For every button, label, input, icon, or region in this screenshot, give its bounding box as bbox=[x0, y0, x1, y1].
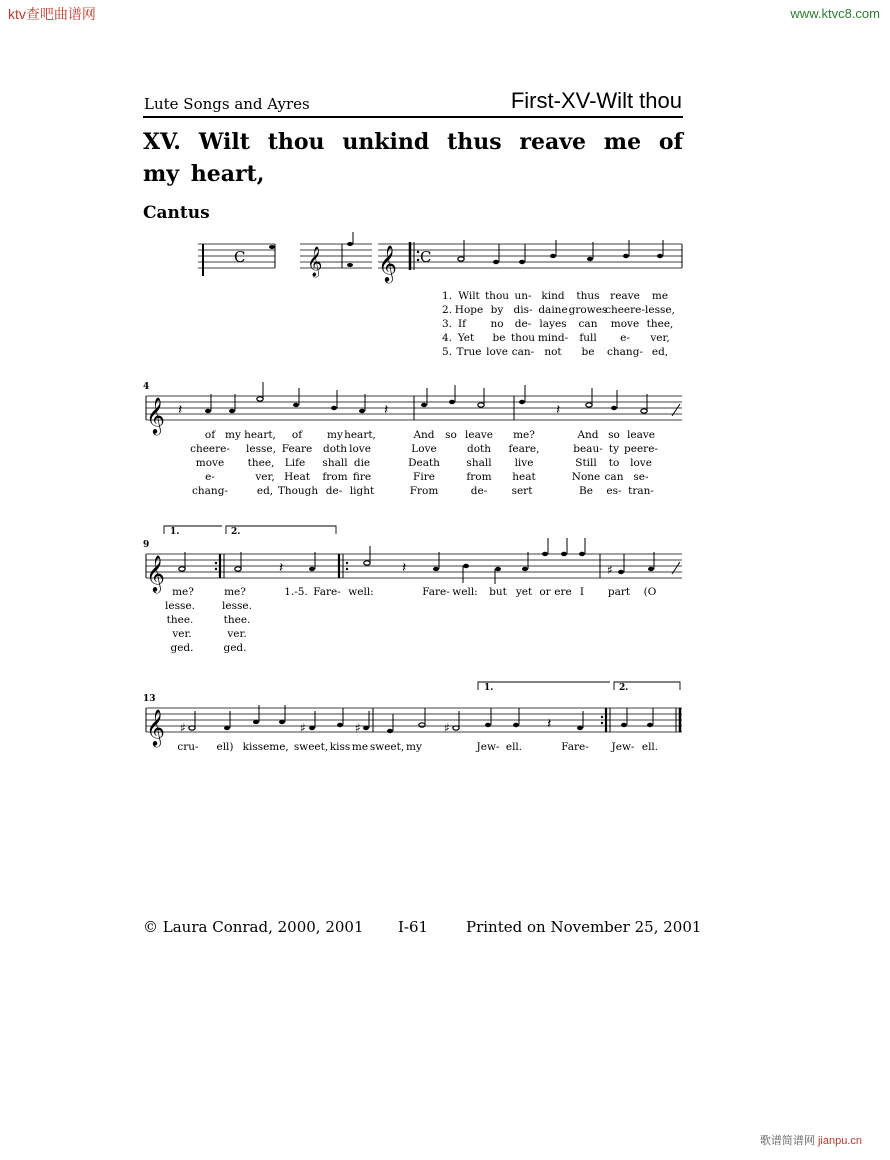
lyric-syllable: reave bbox=[610, 290, 640, 302]
lyric-verse-2 bbox=[0, 443, 890, 457]
lyric-syllable: so bbox=[608, 429, 620, 441]
svg-text:𝄞: 𝄞 bbox=[146, 554, 165, 592]
footer-copyright: © Laura Conrad, 2000, 2001 bbox=[143, 918, 364, 936]
ending-label-1: 1. bbox=[170, 527, 180, 537]
lyric-syllable: e- bbox=[205, 471, 215, 483]
lyric-syllable: love bbox=[630, 457, 652, 469]
lyric-syllable: well: bbox=[452, 586, 478, 598]
svg-text:♯: ♯ bbox=[444, 721, 450, 735]
lyric-verse-3 bbox=[0, 318, 890, 332]
lyric-syllable: Jew- bbox=[611, 741, 635, 753]
lyric-syllable: From bbox=[409, 485, 439, 497]
lyric-syllable: lesse, bbox=[645, 304, 675, 316]
lyric-syllable: die bbox=[353, 457, 371, 469]
lyric-syllable: my bbox=[327, 429, 343, 441]
lyric-syllable: None bbox=[571, 471, 601, 483]
lyric-syllable: my bbox=[406, 741, 422, 753]
lyric-syllable: mind- bbox=[537, 332, 569, 344]
lyric-syllable: chang- bbox=[607, 346, 643, 358]
lyric-syllable: ver. bbox=[172, 628, 192, 640]
lyric-syllable: Jew- bbox=[476, 741, 500, 753]
lyric-syllable: ell. bbox=[641, 741, 659, 753]
lyric-syllable: by bbox=[490, 304, 504, 316]
lyric-syllable: light bbox=[349, 485, 375, 497]
lyric-syllable: se- bbox=[633, 471, 649, 483]
watermark-bottom-text-b: jianpu.cn bbox=[817, 1135, 862, 1147]
lyric-syllable: feare, bbox=[508, 443, 540, 455]
staff-system-2 bbox=[0, 380, 890, 434]
lyric-syllable: 5. bbox=[441, 346, 453, 358]
staff-system-1 bbox=[0, 232, 890, 282]
lyric-syllable: 2. bbox=[441, 304, 453, 316]
lyric-syllable: Life bbox=[284, 457, 306, 469]
lyric-syllable: leave bbox=[627, 429, 655, 441]
lyric-syllable: beau- bbox=[573, 443, 603, 455]
lyric-syllable: my bbox=[225, 429, 241, 441]
lyric-syllable: thou bbox=[484, 290, 510, 302]
lyric-syllable: 3. bbox=[441, 318, 453, 330]
svg-text:♯: ♯ bbox=[180, 721, 186, 735]
lyric-syllable: part bbox=[607, 586, 631, 598]
lyric-syllable: e- bbox=[620, 332, 630, 344]
ending-label-1: 1. bbox=[484, 683, 494, 693]
lyric-syllable: so bbox=[445, 429, 457, 441]
lyric-verse-4 bbox=[0, 628, 890, 642]
svg-text:C: C bbox=[234, 248, 246, 266]
lyric-syllable: thee. bbox=[223, 614, 251, 626]
part-name: Cantus bbox=[143, 203, 210, 223]
lyric-syllable: doth bbox=[466, 443, 492, 455]
lyric-syllable: from bbox=[322, 471, 348, 483]
lyric-verse-1 bbox=[0, 741, 890, 755]
lyric-verse-4 bbox=[0, 471, 890, 485]
lyric-syllable: lesse. bbox=[222, 600, 252, 612]
lyric-syllable: growes bbox=[568, 304, 608, 316]
running-header-right: First-XV-Wilt thou bbox=[510, 88, 682, 113]
watermark-top-left: ktv查吧曲谱网 bbox=[8, 6, 96, 22]
lyric-syllable: de- bbox=[325, 485, 343, 497]
lyric-syllable: ed, bbox=[651, 346, 669, 358]
lyric-syllable: And bbox=[577, 429, 599, 441]
lyric-syllable: heart, bbox=[244, 429, 276, 441]
lyric-syllable: be bbox=[581, 346, 595, 358]
svg-text:𝄞: 𝄞 bbox=[146, 396, 165, 434]
lyric-syllable: or bbox=[539, 586, 551, 598]
lyric-syllable: peere- bbox=[624, 443, 658, 455]
lyric-syllable: kind bbox=[541, 290, 565, 302]
lyric-syllable: shall bbox=[322, 457, 348, 469]
lyric-syllable: me bbox=[351, 741, 369, 753]
svg-text:𝄽: 𝄽 bbox=[279, 560, 284, 576]
lyric-verse-5 bbox=[0, 485, 890, 499]
lyric-syllable: fire bbox=[352, 471, 372, 483]
lyric-syllable: ver. bbox=[227, 628, 247, 640]
lyric-verse-2 bbox=[0, 304, 890, 318]
lyric-syllable: can- bbox=[511, 346, 535, 358]
lyric-syllable: be bbox=[492, 332, 506, 344]
lyric-syllable: yet bbox=[515, 586, 533, 598]
watermark-bottom-right bbox=[760, 1132, 862, 1148]
lyric-syllable: tran- bbox=[628, 485, 654, 497]
lyric-syllable: (O bbox=[643, 586, 657, 598]
lyric-syllable: thee. bbox=[166, 614, 194, 626]
lyric-syllable: to bbox=[608, 457, 620, 469]
lyric-syllable: lesse. bbox=[165, 600, 195, 612]
running-header-left: Lute Songs and Ayres bbox=[144, 95, 310, 113]
lyric-syllable: dis- bbox=[513, 304, 533, 316]
footer-printed-date: Printed on November 25, 2001 bbox=[466, 918, 702, 936]
lyric-syllable: de- bbox=[470, 485, 488, 497]
lyric-syllable: layes bbox=[539, 318, 567, 330]
lyric-syllable: ell) bbox=[216, 741, 234, 753]
lyric-syllable: I bbox=[579, 586, 585, 598]
svg-text:𝄞: 𝄞 bbox=[378, 244, 397, 282]
lyric-syllable: heart, bbox=[344, 429, 376, 441]
ending-label-2: 2. bbox=[619, 683, 629, 693]
measure-number: 13 bbox=[143, 694, 156, 704]
svg-text:𝄽: 𝄽 bbox=[384, 402, 389, 418]
lyric-syllable: daine bbox=[538, 304, 568, 316]
lyric-syllable: 4. bbox=[441, 332, 453, 344]
lyric-syllable: me? bbox=[172, 586, 194, 598]
staff-system-4 bbox=[0, 680, 890, 746]
svg-text:♯: ♯ bbox=[355, 721, 361, 735]
lyric-verse-4 bbox=[0, 332, 890, 346]
lyric-syllable: cheere- bbox=[605, 304, 645, 316]
measure-number: 4 bbox=[143, 382, 150, 392]
svg-text:𝄽: 𝄽 bbox=[547, 716, 552, 732]
lyric-syllable: love bbox=[486, 346, 508, 358]
lyric-syllable: Feare bbox=[281, 443, 313, 455]
lyric-syllable: live bbox=[514, 457, 534, 469]
lyric-syllable: me? bbox=[513, 429, 535, 441]
lyric-syllable: can bbox=[578, 318, 598, 330]
lyric-syllable: thee, bbox=[646, 318, 674, 330]
lyric-verse-3 bbox=[0, 457, 890, 471]
lyric-syllable: thus bbox=[576, 290, 600, 302]
lyric-syllable: love bbox=[349, 443, 371, 455]
lyric-syllable: Though bbox=[277, 485, 319, 497]
lyric-syllable: 1.-5. bbox=[284, 586, 308, 598]
lyric-syllable: well: bbox=[348, 586, 374, 598]
lyric-syllable: me bbox=[651, 290, 669, 302]
footer-page-number: I-61 bbox=[398, 918, 429, 936]
lyric-verse-1 bbox=[0, 290, 890, 304]
lyric-syllable: heat bbox=[512, 471, 536, 483]
lyric-syllable: but bbox=[489, 586, 507, 598]
lyric-syllable: un- bbox=[514, 290, 532, 302]
lyric-syllable: Fare- bbox=[313, 586, 341, 598]
svg-text:𝄽: 𝄽 bbox=[556, 402, 561, 418]
lyric-verse-5 bbox=[0, 346, 890, 360]
lyric-syllable: of bbox=[291, 429, 303, 441]
header-rule bbox=[143, 116, 683, 118]
lyric-syllable: thee, bbox=[247, 457, 275, 469]
lyric-verse-2 bbox=[0, 600, 890, 614]
lyric-syllable: ged. bbox=[223, 642, 247, 654]
lyric-syllable: sweet, bbox=[369, 741, 405, 753]
lyric-syllable: Fire bbox=[413, 471, 435, 483]
lyric-verse-1 bbox=[0, 429, 890, 443]
lyric-syllable: move bbox=[610, 318, 640, 330]
lyric-verse-5 bbox=[0, 642, 890, 656]
lyric-syllable: If bbox=[457, 318, 467, 330]
lyric-syllable: ty bbox=[608, 443, 620, 455]
lyric-syllable: sert bbox=[511, 485, 533, 497]
lyric-syllable: Fare- bbox=[561, 741, 589, 753]
lyric-syllable: cheere- bbox=[190, 443, 230, 455]
lyric-syllable: ere bbox=[554, 586, 572, 598]
lyric-syllable: Still bbox=[575, 457, 597, 469]
svg-text:𝄽: 𝄽 bbox=[402, 560, 407, 576]
lyric-syllable: Yet bbox=[457, 332, 475, 344]
svg-text:𝄞: 𝄞 bbox=[146, 708, 165, 746]
lyric-syllable: ell. bbox=[505, 741, 523, 753]
lyric-syllable: Death bbox=[408, 457, 440, 469]
lyric-syllable: full bbox=[579, 332, 597, 344]
lyric-syllable: ged. bbox=[170, 642, 194, 654]
lyric-syllable: shall bbox=[466, 457, 492, 469]
lyric-syllable: can bbox=[604, 471, 624, 483]
lyric-verse-1 bbox=[0, 586, 890, 600]
lyric-syllable: True bbox=[456, 346, 482, 358]
lyric-syllable: Love bbox=[411, 443, 437, 455]
svg-text:C: C bbox=[420, 248, 432, 266]
lyric-syllable: 1. bbox=[441, 290, 453, 302]
lyric-syllable: ed, bbox=[256, 485, 274, 497]
lyric-syllable: Hope bbox=[454, 304, 484, 316]
lyric-syllable: leave bbox=[465, 429, 493, 441]
lyric-syllable: from bbox=[466, 471, 492, 483]
lyric-syllable: kiss bbox=[329, 741, 351, 753]
lyric-syllable: of bbox=[204, 429, 216, 441]
watermark-top-right: www.ktvc8.com bbox=[790, 6, 880, 21]
lyric-syllable: no bbox=[490, 318, 504, 330]
lyric-syllable: chang- bbox=[192, 485, 228, 497]
lyric-syllable: not bbox=[544, 346, 562, 358]
lyric-syllable: Fare- bbox=[422, 586, 450, 598]
lyric-verse-3 bbox=[0, 614, 890, 628]
lyric-syllable: ver, bbox=[255, 471, 275, 483]
lyric-syllable: cru- bbox=[177, 741, 199, 753]
measure-number: 9 bbox=[143, 540, 150, 550]
lyric-syllable: Be bbox=[579, 485, 593, 497]
lyric-syllable: kisse bbox=[242, 741, 270, 753]
lyric-syllable: doth bbox=[322, 443, 348, 455]
lyric-syllable: es- bbox=[606, 485, 622, 497]
lyric-syllable: me, bbox=[269, 741, 289, 753]
svg-text:♯: ♯ bbox=[607, 563, 613, 577]
lyric-syllable: move bbox=[195, 457, 225, 469]
lyric-syllable: sweet, bbox=[293, 741, 329, 753]
song-title: XV. Wilt thou unkind thus reave me of my heart, bbox=[143, 129, 683, 187]
lyric-syllable: me? bbox=[224, 586, 246, 598]
ending-label-2: 2. bbox=[231, 527, 241, 537]
lyric-syllable: de- bbox=[514, 318, 532, 330]
svg-text:𝄞: 𝄞 bbox=[307, 247, 323, 277]
lyric-syllable: And bbox=[413, 429, 435, 441]
lyric-syllable: Heat bbox=[284, 471, 310, 483]
lyric-syllable: ver, bbox=[650, 332, 670, 344]
lyric-syllable: Wilt bbox=[458, 290, 480, 302]
svg-text:𝄽: 𝄽 bbox=[178, 402, 183, 418]
watermark-bottom-text-a: 歌谱简谱网 bbox=[759, 1135, 815, 1147]
lyric-syllable: thou bbox=[510, 332, 536, 344]
svg-text:♯: ♯ bbox=[300, 721, 306, 735]
lyric-syllable: lesse, bbox=[246, 443, 276, 455]
